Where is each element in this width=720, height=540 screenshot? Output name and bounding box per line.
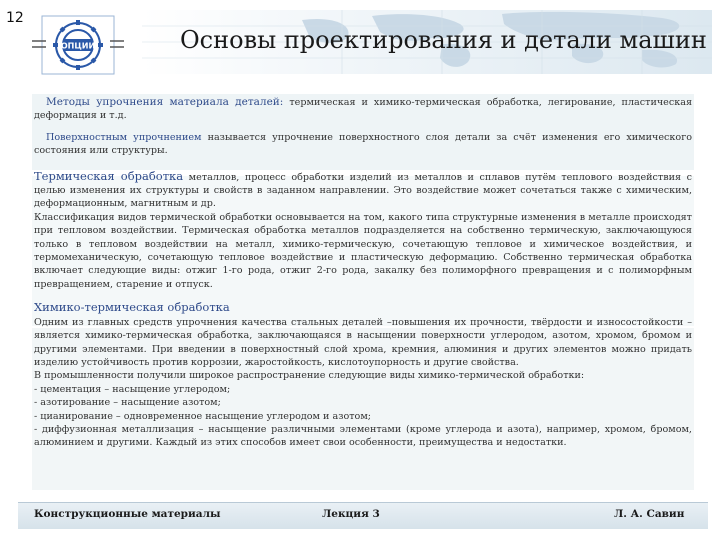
footer-right: Л. А. Савин: [614, 508, 685, 520]
page-number: 12: [6, 10, 24, 26]
thermal-paragraph: [34, 170, 692, 211]
footer-left: Конструкционные материалы: [34, 508, 221, 520]
chemthermal-paragraph: Одним из главных средств упрочнения качества стальных деталей –повышения их прочности, твёрдости и износостойкости – является химико-термическая обработка, заключающаяся в насыщении поверхности углеродом, азотом, хромом, бромом и другими элементами. При введении в поверхностный слой хрома, кремния, алюминия и других элементов можно придать изделию устойчивость против коррозии, жаростойкость, кислотоупорность и другие свойства.: [34, 316, 692, 368]
methods-text: термическая и химико-термическая обработка, легирование, пластическая деформация и т.д.: [34, 97, 692, 122]
methods-paragraph: [34, 96, 692, 123]
thermal-heading: Термическая обработка: [34, 168, 184, 183]
list-item: - цианирование – одновременное насыщение углеродом и азотом;: [34, 410, 372, 422]
logo: [30, 14, 126, 76]
content: [34, 96, 692, 450]
thermal-text: металлов, процесс обработки изделий из металлов и сплавов путём теплового воздействия с целью изменения их структуры и свойств в заданном направлении. Это воздействие может сочетаться также с химическим, деформационным, магнитным и др.: [34, 171, 692, 210]
surface-text: называется упрочнение поверхностного слоя детали за счёт изменения его химического состояния или структуры.: [34, 131, 693, 157]
chemthermal-paragraph-2: В промышленности получили широкое распространение следующие виды химико-термической обработки:: [34, 370, 585, 382]
logo-text: ОПЦИИ: [60, 41, 96, 51]
footer-center: Лекция 3: [322, 508, 380, 520]
page-title: Основы проектирования и детали машин: [180, 26, 707, 54]
list-item: - диффузионная металлизация – насыщение различными элементами (кроме углерода и азота), например, хромом, бромом, алюминием и другими. Каждый из этих способов имеет свои особенности, преимущества и недостатки.: [34, 423, 692, 449]
surface-paragraph: [34, 131, 692, 158]
list-item: - азотирование – насыщение азотом;: [34, 397, 221, 409]
list-item: - цементация – насыщение углеродом;: [34, 383, 231, 395]
methods-heading: Методы упрочнения материала деталей:: [46, 96, 284, 108]
surface-heading: Поверхностным упрочнением: [46, 131, 202, 143]
chemthermal-heading: Химико-термическая обработка: [34, 300, 230, 315]
thermal-paragraph-2: Классификация видов термической обработки основывается на том, какого типа структурные изменения в металле происходят при тепловом воздействии. Термическая обработка металлов подразделяется на собственно термическую, заключающуюся только в тепловом воздействии на металл, химико-термическую, сочетающую тепловое и химическое воздействия, и термомеханическую, сочетающую тепловое воздействие и пластическую деформацию. Собственно термическая обработка включает следующие виды: отжиг 1-го рода, отжиг 2-го рода, закалку без полиморфного превращения и с полиморфным превращением, старение и отпуск.: [34, 211, 692, 290]
